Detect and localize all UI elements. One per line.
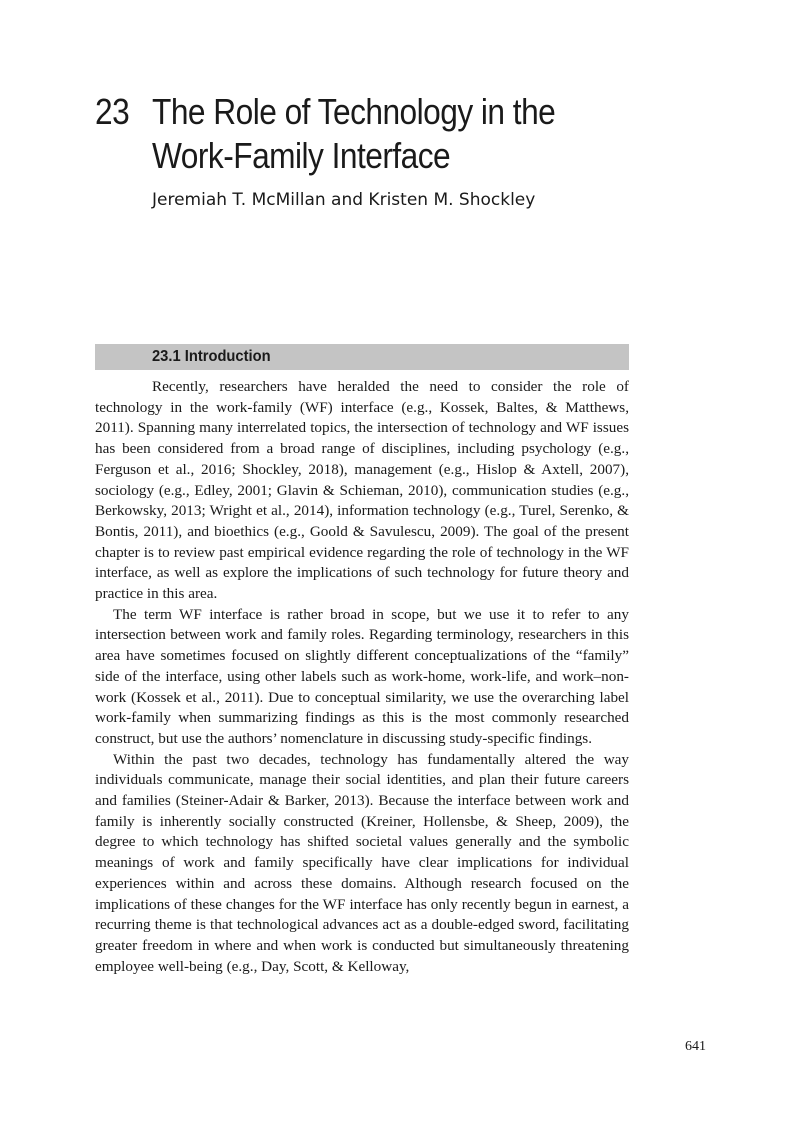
section-heading: 23.1 Introduction <box>152 348 271 365</box>
paragraph: Recently, researchers have heralded the need to consider the role of technology in the work-family (WF) interface (e.g., Kossek, Baltes, & Matthews, 2011). Spanning many interrelated topics, the intersection of technology and WF issues has been considered from a broad range of disciplines, including psychology (e.g., Ferguson et al., 2016; Shockley, 2018), management (e.g., Hislop & Axtell, 2007), sociology (e.g., Edley, 2001; Glavin & Schieman, 2010), communication studies (e.g., Berkowsky, 2013; Wright et al., 2014), information technology (e.g., Turel, Serenko, & Bontis, 2011), and bioethics (e.g., Goold & Savulescu, 2009). The goal of the present chapter is to review past empirical evidence regarding the role of technology in the WF interface, as well as explore the implications of such technology for future theory and practice in this area. <box>95 378 629 603</box>
body-text <box>95 377 629 977</box>
page-number: 641 <box>685 1039 706 1054</box>
chapter-authors: Jeremiah T. McMillan and Kristen M. Shockley <box>152 190 536 210</box>
section-heading-bar <box>95 344 629 370</box>
paragraph: Within the past two decades, technology has fundamentally altered the way individuals communicate, manage their social identities, and plan their future careers and families (Steiner-Adair & Barker, 2013). Because the interface between work and family is inherently socially constructed (Kreiner, Hollensbe, & Sheep, 2009), the degree to which technology has shifted societal values generally and the symbolic meanings of work and family specifically have clear implications for individual experiences within and across these domains. Although research focused on the implications of these changes for the WF interface has only recently begun in earnest, a recurring theme is that technological advances act as a double-edged sword, facilitating greater freedom in where and when work is conducted but simultaneously threatening employee well-being (e.g., Day, Scott, & Kelloway, <box>95 750 629 975</box>
paragraph: The term WF interface is rather broad in scope, but we use it to refer to any intersection between work and family roles. Regarding terminology, researchers in this area have sometimes focused on slightly different conceptualizations of the “family” side of the interface, using other labels such as work-home, work-life, and work–non-work (Kossek et al., 2011). Due to conceptual similarity, we use the overarching label work-family when summarizing findings as this is the most commonly researched construct, but use the authors’ nomenclature in discussing study-specific findings. <box>95 605 629 747</box>
chapter-number: 23 <box>95 91 130 132</box>
chapter-title: The Role of Technology in the Work-Family Interface <box>152 91 556 176</box>
